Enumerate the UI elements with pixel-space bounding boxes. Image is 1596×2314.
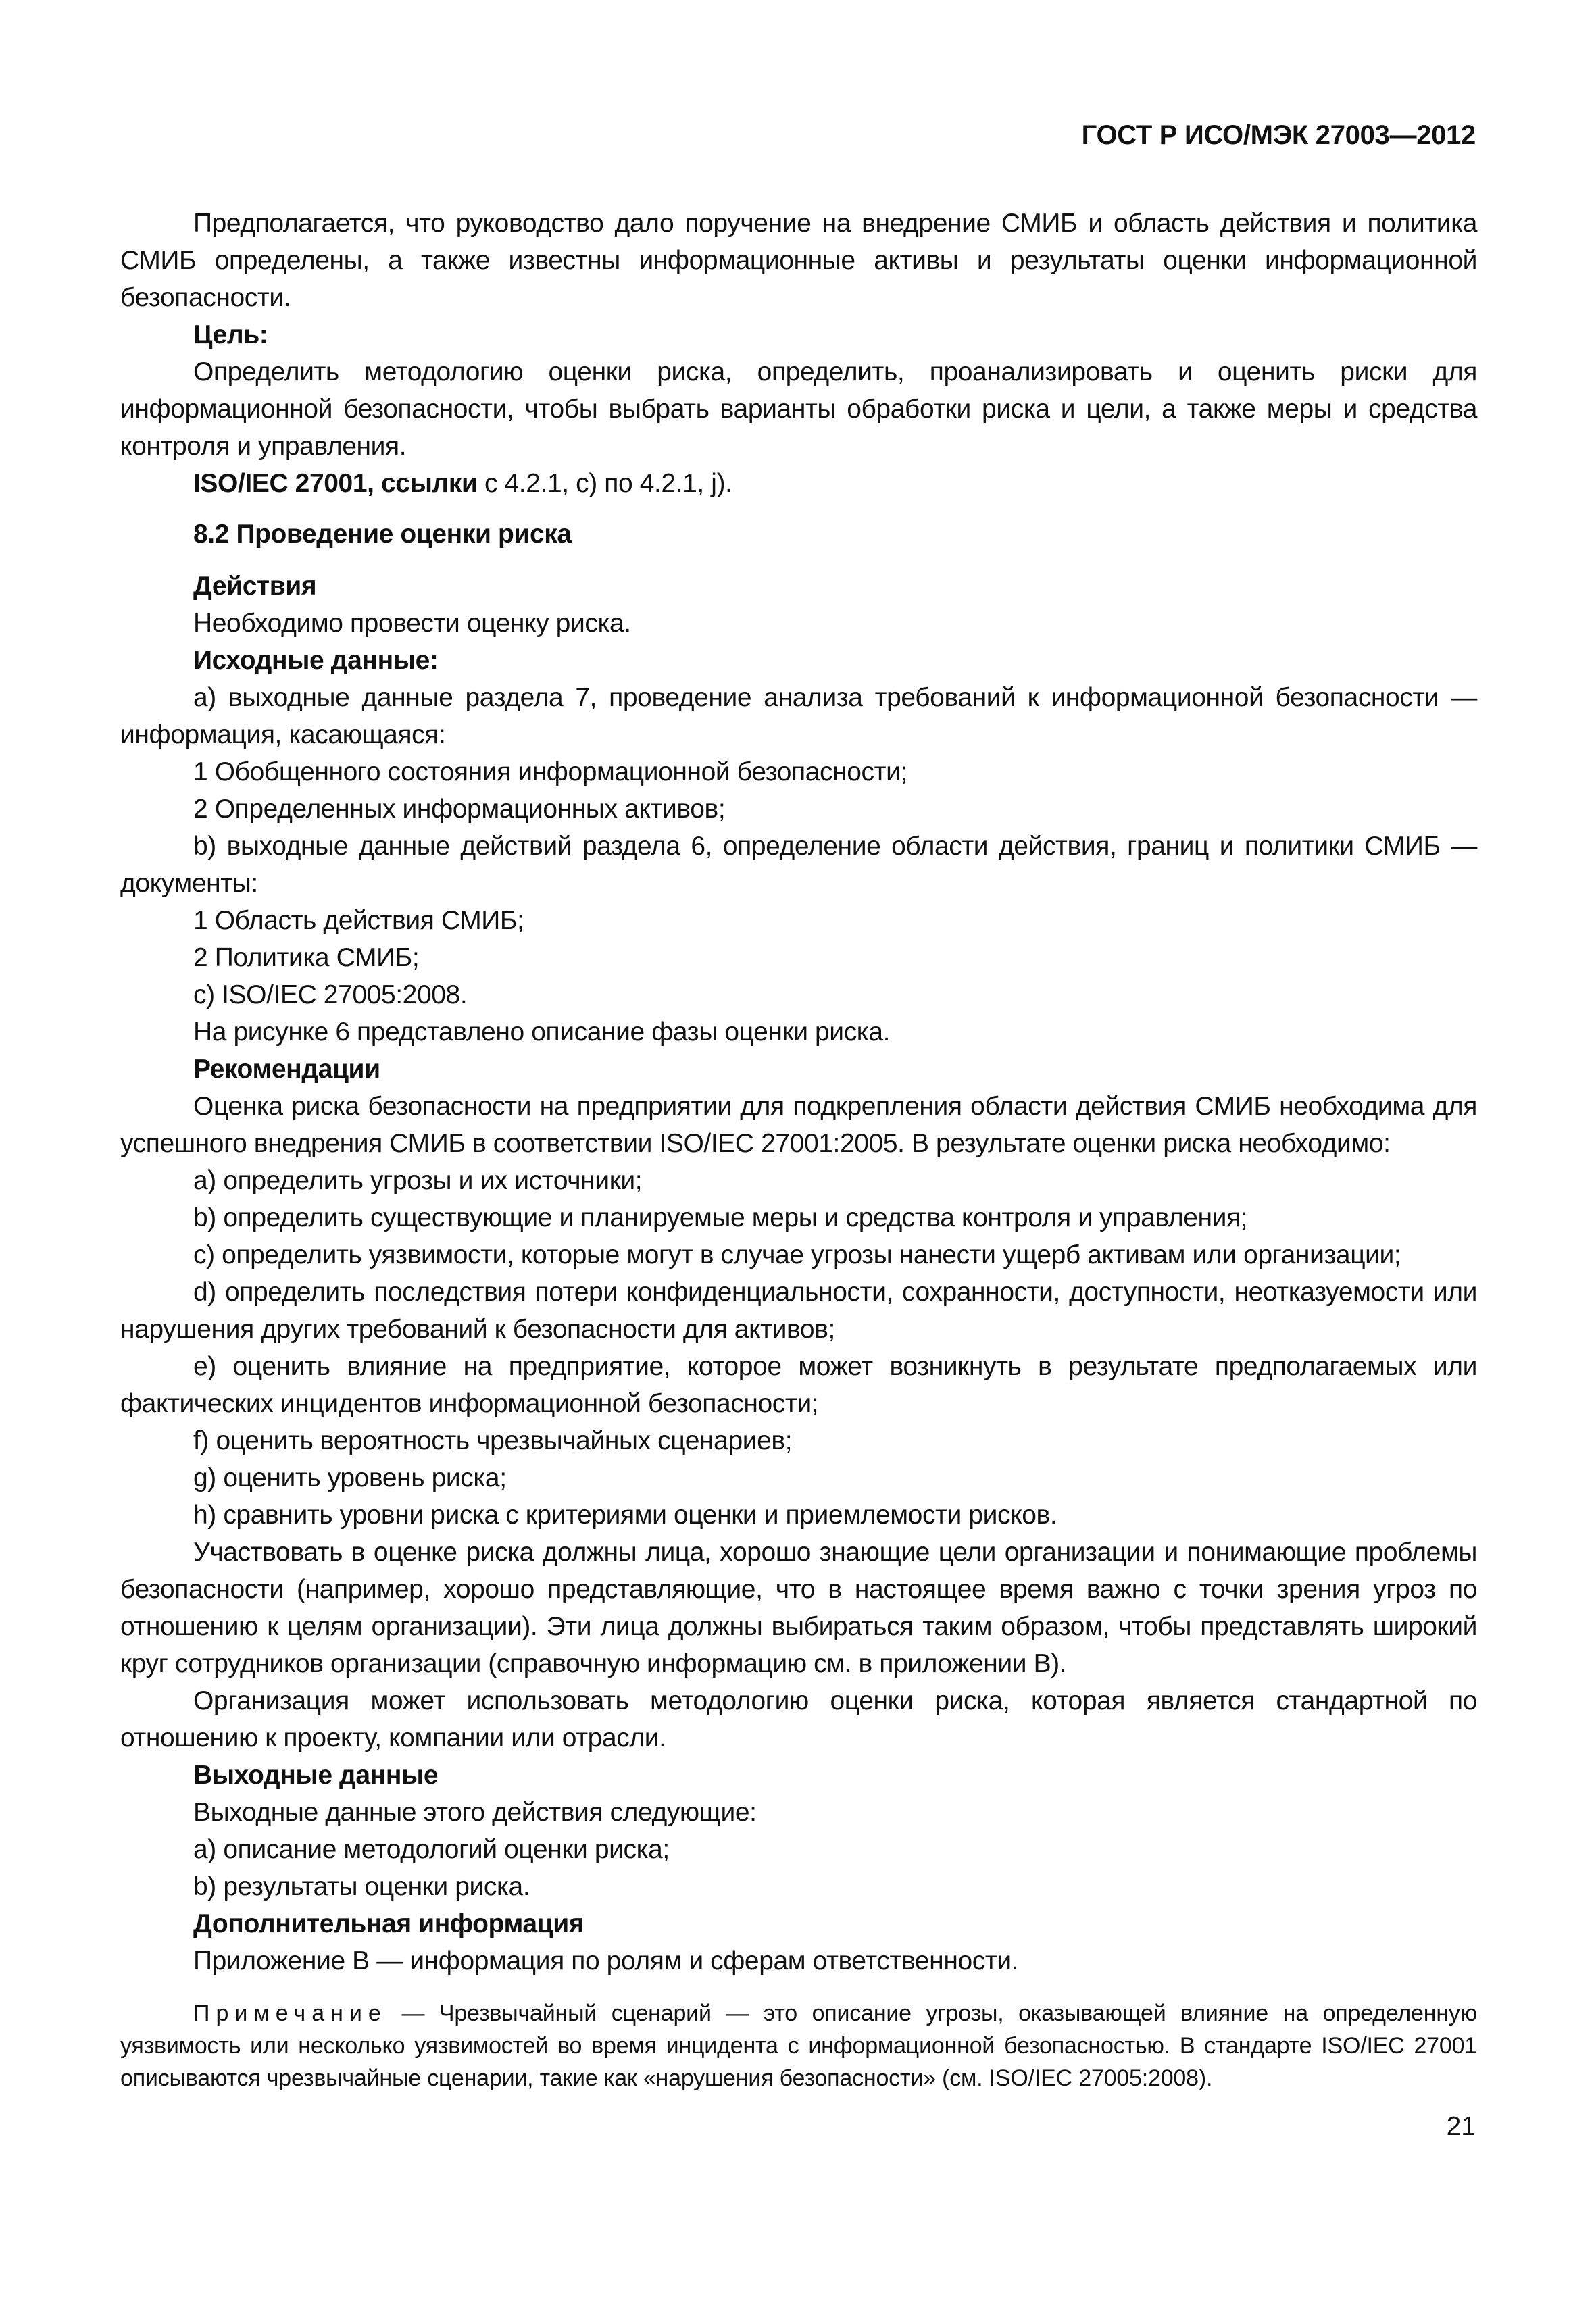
extra-info-heading: Дополнительная информация xyxy=(193,1909,584,1938)
actions-heading: Действия xyxy=(193,572,317,601)
output-item-a: а) описание методологий оценки риска; xyxy=(193,1835,670,1864)
goal-heading: Цель: xyxy=(193,320,268,349)
input-item-a1: 1 Обобщенного состояния информационной безопасности; xyxy=(193,757,907,786)
recommendation-item-g: g) оценить уровень риска; xyxy=(193,1463,507,1492)
actions-paragraph: Необходимо провести оценку риска. xyxy=(193,609,631,638)
input-heading: Исходные данные: xyxy=(193,646,439,675)
recommendation-item-d: d) определить последствия потери конфиденциальности, сохранности, доступности, неотказуемости или нарушения других требований к безопасности для активов; xyxy=(120,1278,1477,1344)
recommendations-heading: Рекомендации xyxy=(193,1055,380,1084)
goal-paragraph: Определить методологию оценки риска, определить, проанализировать и оценить риски для информационной безопасности, чтобы выбрать варианты обработки риска и цели, а также меры и средства контроля и управления. xyxy=(120,357,1477,461)
output-heading: Выходные данные xyxy=(193,1761,439,1790)
recommendation-item-c: с) определить уязвимости, которые могут в случае угрозы нанести ущерб активам или организации; xyxy=(193,1240,1401,1269)
references-label: ISO/IEC 27001, ссылки xyxy=(193,469,478,498)
recommendation-item-e: е) оценить влияние на предприятие, которое может возникнуть в результате предполагаемых или фактических инцидентов информационной безопасности; xyxy=(120,1352,1477,1418)
references-line xyxy=(120,465,1477,502)
methodology-paragraph: Организация может использовать методологию оценки риска, которая является стандартной по отношению к проекту, компании или отрасли. xyxy=(120,1686,1477,1753)
note-label: Примечание xyxy=(193,2001,387,2026)
input-item-b2: 2 Политика СМИБ; xyxy=(193,943,420,972)
note-paragraph xyxy=(120,1997,1477,2094)
figure-reference: На рисунке 6 представлено описание фазы оценки риска. xyxy=(193,1017,891,1047)
references-range: с 4.2.1, с) по 4.2.1, j). xyxy=(477,469,732,498)
output-paragraph: Выходные данные этого действия следующие: xyxy=(193,1798,757,1827)
section-title: 8.2 Проведение оценки риска xyxy=(193,520,572,549)
document-body xyxy=(120,205,1477,2094)
input-item-a: а) выходные данные раздела 7, проведение анализа требований к информационной безопасности — информация, касающаяся: xyxy=(120,683,1477,749)
input-item-b1: 1 Область действия СМИБ; xyxy=(193,906,524,935)
note-text: — Чрезвычайный сценарий — это описание угрозы, оказывающей влияние на определенную уязвимость или несколько уязвимостей во время инцидента с информационной безопасностью. В стандарте ISO/IEC 27001 описываются чрезвычайные сценарии, такие как «нарушения безопасности» (см. ISO/IEC 27005:2008). xyxy=(120,2001,1477,2091)
extra-info-paragraph: Приложение В — информация по ролям и сферам ответственности. xyxy=(193,1946,1019,1976)
output-item-b: b) результаты оценки риска. xyxy=(193,1872,530,1901)
recommendations-paragraph: Оценка риска безопасности на предприятии для подкрепления области действия СМИБ необходима для успешного внедрения СМИБ в соответствии ISO/IEC 27001:2005. В результате оценки риска необходимо: xyxy=(120,1092,1477,1158)
recommendation-item-h: h) сравнить уровни риска с критериями оценки и приемлемости рисков. xyxy=(193,1501,1057,1530)
recommendation-item-a: а) определить угрозы и их источники; xyxy=(193,1166,643,1195)
recommendation-item-b: b) определить существующие и планируемые меры и средства контроля и управления; xyxy=(193,1203,1248,1232)
intro-paragraph: Предполагается, что руководство дало поручение на внедрение СМИБ и область действия и политика СМИБ определены, а также известны информационные активы и результаты оценки информационной безопасности. xyxy=(120,209,1477,312)
page-number: 21 xyxy=(1446,2112,1476,2141)
input-item-b: b) выходные данные действий раздела 6, определение области действия, границ и политики СМИБ — документы: xyxy=(120,832,1477,898)
input-item-a2: 2 Определенных информационных активов; xyxy=(193,795,726,824)
recommendation-item-f: f) оценить вероятность чрезвычайных сценариев; xyxy=(193,1426,793,1455)
standard-header: ГОСТ Р ИСО/МЭК 27003—2012 xyxy=(1081,120,1476,150)
participants-paragraph: Участвовать в оценке риска должны лица, хорошо знающие цели организации и понимающие проблемы безопасности (например, хорошо представляющие, что в настоящее время важно с точки зрения угроз по отношению к целям организации). Эти лица должны выбираться таким образом, чтобы представлять широкий круг сотрудников организации (справочную информацию см. в приложении В). xyxy=(120,1538,1477,1678)
input-item-c: с) ISO/IEC 27005:2008. xyxy=(193,980,468,1009)
